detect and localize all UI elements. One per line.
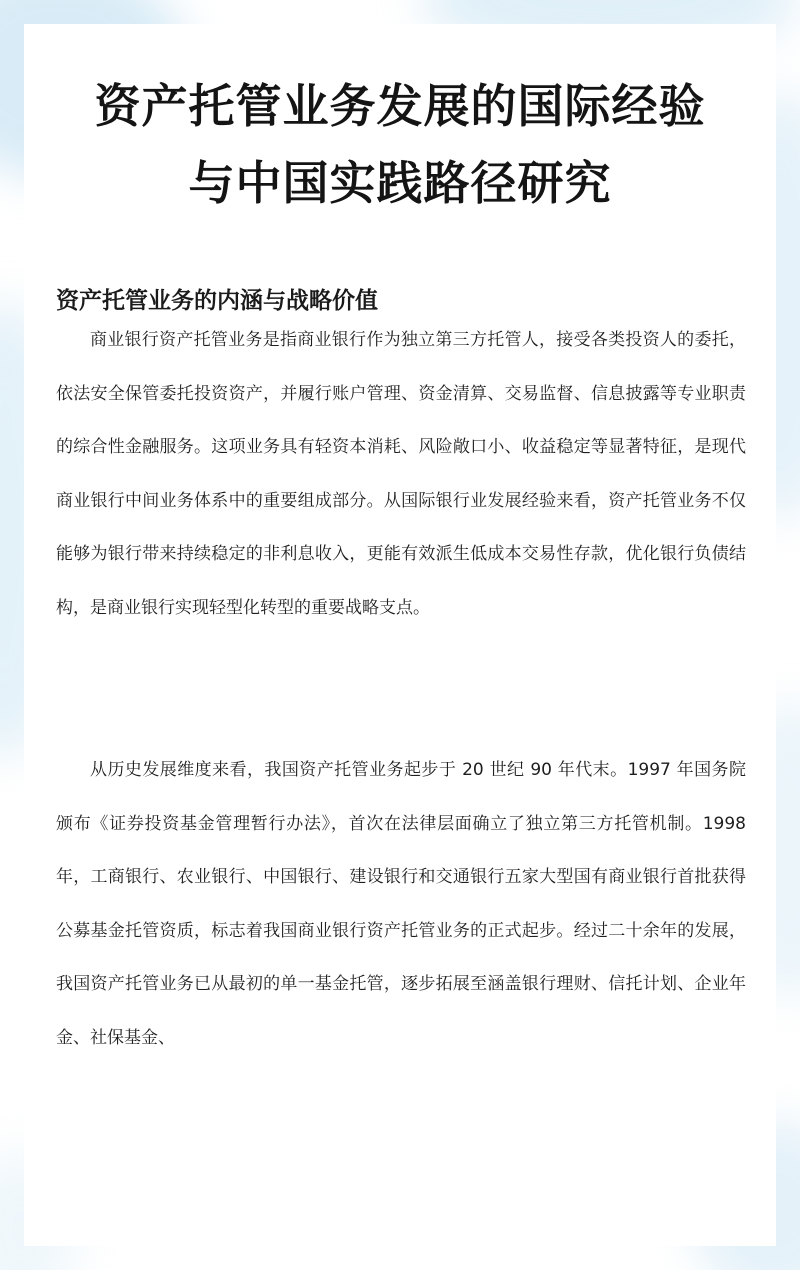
document-title-line-2: 与中国实践路径研究	[188, 156, 612, 210]
body-paragraph-1: 商业银行资产托管业务是指商业银行作为独立第三方托管人，接受各类投资人的委托，依法安全保管委托投资资产，并履行账户管理、资金清算、交易监督、信息披露等专业职责的综合性金融服务。这项业务具有轻资本消耗、风险敞口小、收益稳定等显著特征，是现代商业银行中间业务体系中的重要组成部分。从国际银行业发展经验来看，资产托管业务不仅能够为银行带来持续稳定的非利息收入，更能有效派生低成本交易性存款，优化银行负债结构，是商业银行实现轻型化转型的重要战略支点。	[56, 330, 746, 618]
body-paragraph-2: 从历史发展维度来看，我国资产托管业务起步于 20 世纪 90 年代末。1997 年国务院颁布《证券投资基金管理暂行办法》，首次在法律层面确立了独立第三方托管机制。1998 年，工商银行、农业银行、中国银行、建设银行和交通银行五家大型国有商业银行首批获得公募基金托管资质，标志着我国商业银行资产托管业务的正式起步。经过二十余年的发展，我国资产托管业务已从最初的单一基金托管，逐步拓展至涵盖银行理财、信托计划、企业年金、社保基金、	[56, 760, 746, 1048]
document-title-line-1: 资产托管业务发展的国际经验	[94, 79, 706, 133]
document-page	[24, 24, 776, 1246]
section-heading: 资产托管业务的内涵与战略价值	[56, 288, 378, 314]
